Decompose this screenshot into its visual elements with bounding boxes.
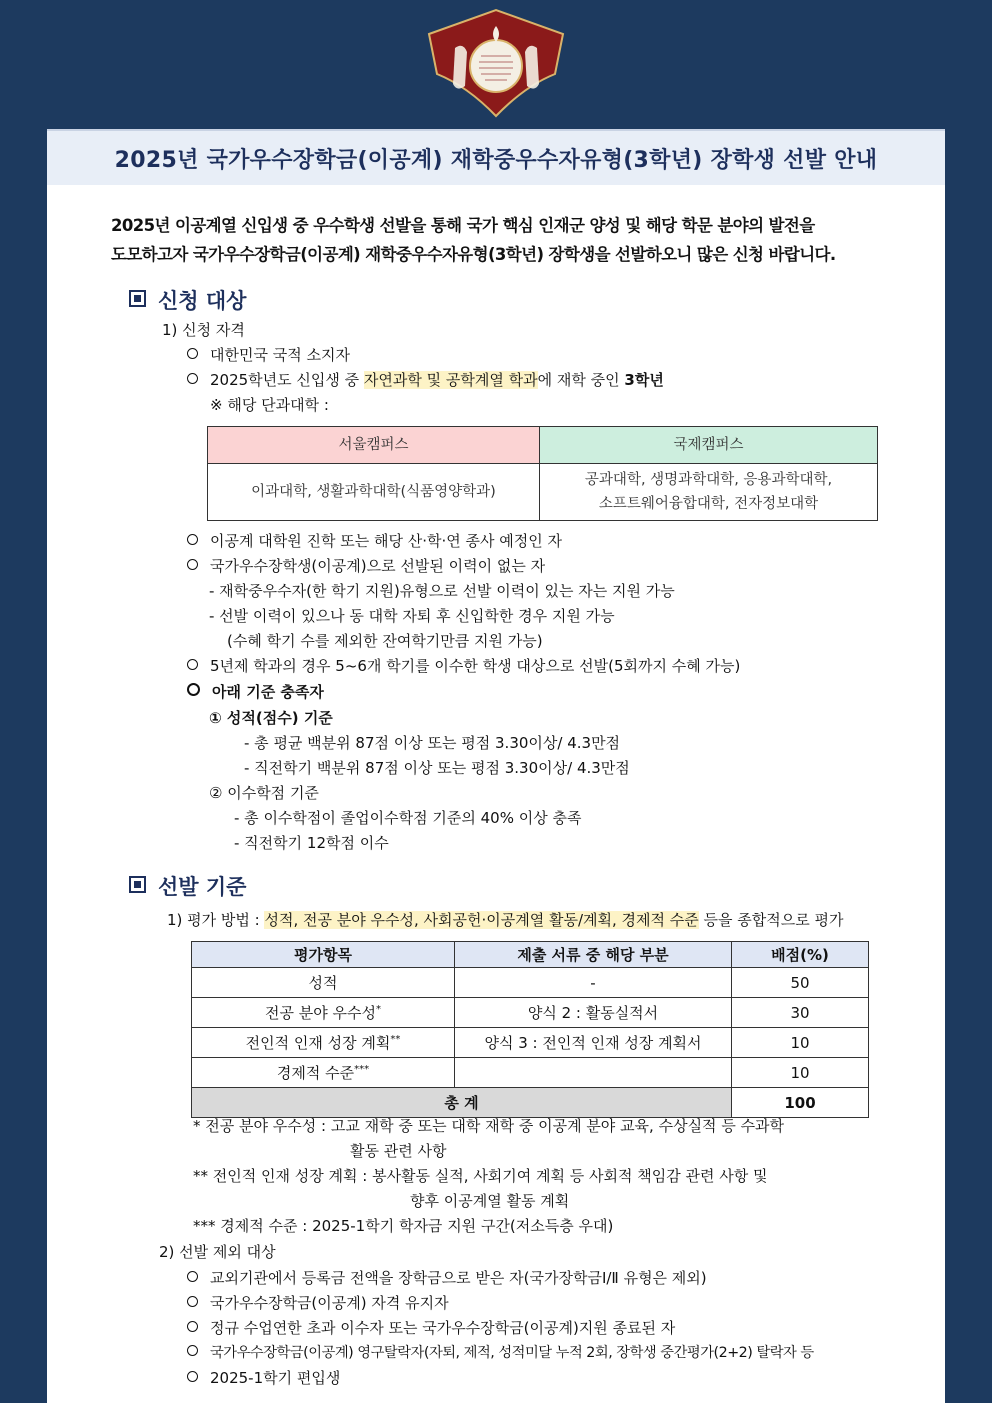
circle-bullet-icon [187, 559, 198, 570]
sub-heading: 1) 평가 방법 : 성적, 전공 분야 우수성, 사회공헌·이공계열 활동/계획, 경제적 수준 등을 종합적으로 평가 [167, 911, 844, 929]
circle-bullet-icon [187, 373, 198, 384]
list-item: 교외기관에서 등록금 전액을 장학금으로 받은 자(국가장학금Ⅰ/Ⅱ 유형은 제외) [187, 1267, 707, 1289]
criteria-heading: ② 이수학점 기준 [209, 784, 319, 802]
footnote: *** 경제적 수준 : 2025-1학기 학자금 지원 구간(저소득층 우대) [193, 1217, 614, 1235]
intro-line: 도모하고자 국가우수장학금(이공계) 재학중우수자유형(3학년) 장학생을 선발하오니 많은 신청 바랍니다. [111, 245, 836, 264]
total-label: 총 계 [192, 1088, 732, 1118]
table-cell [455, 1058, 732, 1088]
list-item: 이공계 대학원 진학 또는 해당 산·학·연 종사 예정인 자 [187, 530, 562, 552]
table-header: 제출 서류 중 해당 부분 [455, 942, 732, 968]
list-item: 국가우수장학금(이공계) 자격 유지자 [187, 1292, 449, 1314]
university-emblem-icon [425, 8, 567, 120]
criteria-item: - 총 평균 백분위 87점 이상 또는 평점 3.30이상/ 4.3만점 [244, 734, 621, 752]
square-bullet-icon [129, 876, 146, 893]
list-subitem: - 선발 이력이 있으나 동 대학 자퇴 후 신입학한 경우 지원 가능 [209, 607, 615, 625]
square-bullet-icon [129, 290, 146, 307]
sub-heading: 1) 신청 자격 [162, 321, 245, 339]
circle-bullet-icon [187, 659, 198, 670]
list-subitem: - 재학중우수자(한 학기 지원)유형으로 선발 이력이 있는 자는 지원 가능 [209, 582, 675, 600]
table-cell: 전공 분야 우수성* [192, 998, 455, 1028]
table-header-seoul: 서울캠퍼스 [208, 427, 540, 464]
campus-table [207, 426, 878, 521]
list-item: 국가우수장학생(이공계)으로 선발된 이력이 없는 자 [187, 555, 545, 577]
footnote: * 전공 분야 우수성 : 고교 재학 중 또는 대학 재학 중 이공계 분야 교육, 수상실적 등 수과학 [193, 1117, 785, 1135]
table-row [192, 998, 869, 1028]
notice-page [47, 129, 945, 1403]
table-cell: 10 [732, 1028, 869, 1058]
table-header: 평가항목 [192, 942, 455, 968]
criteria-item: - 총 이수학점이 졸업이수학점 기준의 40% 이상 충족 [234, 809, 582, 827]
circle-bullet-icon [187, 683, 200, 696]
table-cell: - [455, 968, 732, 998]
table-cell: 10 [732, 1058, 869, 1088]
criteria-item: - 직전학기 백분위 87점 이상 또는 평점 3.30이상/ 4.3만점 [244, 759, 630, 777]
circle-bullet-icon [187, 1321, 198, 1332]
table-row [192, 1058, 869, 1088]
title-bar [47, 129, 945, 185]
section-heading-eligibility: 신청 대상 [129, 285, 246, 315]
table-cell: 이과대학, 생활과학대학(식품영양학과) [208, 464, 540, 521]
list-item: 아래 기준 충족자 [187, 681, 324, 703]
circle-bullet-icon [187, 1371, 198, 1382]
circle-bullet-icon [187, 1296, 198, 1307]
footnote: 향후 이공계열 활동 계획 [410, 1192, 570, 1210]
table-row [192, 1028, 869, 1058]
note-text: ※ 해당 단과대학 : [210, 396, 329, 414]
circle-bullet-icon [187, 534, 198, 545]
list-item: 5년제 학과의 경우 5~6개 학기를 이수한 학생 대상으로 선발(5회까지 수혜 가능) [187, 655, 740, 677]
table-cell: 30 [732, 998, 869, 1028]
list-item: 대한민국 국적 소지자 [187, 344, 350, 366]
table-cell: 양식 2 : 활동실적서 [455, 998, 732, 1028]
criteria-heading: ① 성적(점수) 기준 [209, 709, 333, 727]
circle-bullet-icon [187, 348, 198, 359]
criteria-item: - 직전학기 12학점 이수 [234, 834, 389, 852]
circle-bullet-icon [187, 1271, 198, 1282]
intro-line: 2025년 이공계열 신입생 중 우수학생 선발을 통해 국가 핵심 인재군 양성 및 해당 학문 분야의 발전을 [111, 216, 815, 235]
table-row [192, 968, 869, 998]
table-cell: 양식 3 : 전인적 인재 성장 계획서 [455, 1028, 732, 1058]
table-header: 배점(%) [732, 942, 869, 968]
list-item: 국가우수장학금(이공계) 영구탈락자(자퇴, 제적, 성적미달 누적 2회, 장학생 중간평가(2+2) 탈락자 등 [187, 1342, 814, 1364]
list-item: 2025학년도 신입생 중 자연과학 및 공학계열 학과에 재학 중인 3학년 [187, 369, 664, 391]
list-subitem: (수혜 학기 수를 제외한 잔여학기만큼 지원 가능) [227, 632, 543, 650]
footnote: 활동 관련 사항 [350, 1142, 447, 1160]
table-cell: 50 [732, 968, 869, 998]
evaluation-table [191, 941, 869, 1118]
sub-heading: 2) 선발 제외 대상 [159, 1243, 276, 1261]
total-score: 100 [732, 1088, 869, 1118]
list-item: 2025-1학기 편입생 [187, 1367, 340, 1389]
table-header-global: 국제캠퍼스 [540, 427, 878, 464]
page-title: 2025년 국가우수장학금(이공계) 재학중우수자유형(3학년) 장학생 선발 안내 [114, 148, 878, 173]
intro-paragraph [111, 211, 901, 269]
table-cell: 경제적 수준*** [192, 1058, 455, 1088]
table-cell: 전인적 인재 성장 계획** [192, 1028, 455, 1058]
list-item: 정규 수업연한 초과 이수자 또는 국가우수장학금(이공계)지원 종료된 자 [187, 1317, 675, 1339]
section-heading-selection: 선발 기준 [129, 871, 246, 901]
table-total-row [192, 1088, 869, 1118]
footnote: ** 전인적 인재 성장 계획 : 봉사활동 실적, 사회기여 계획 등 사회적 책임감 관련 사항 및 [193, 1167, 768, 1185]
table-cell: 공과대학, 생명과학대학, 응용과학대학, 소프트웨어융합대학, 전자정보대학 [540, 464, 878, 521]
circle-bullet-icon [187, 1345, 198, 1356]
table-cell: 성적 [192, 968, 455, 998]
